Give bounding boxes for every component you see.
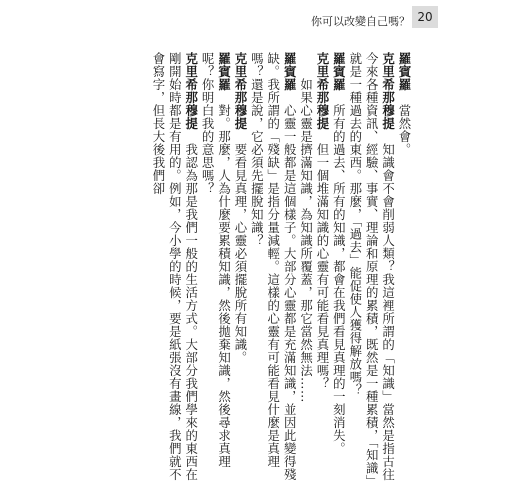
speaker-name: 克里希那穆提 xyxy=(380,52,396,130)
speaker-name: 克里希那穆提 xyxy=(183,52,199,130)
dialogue-paragraph xyxy=(314,52,330,492)
page-body xyxy=(92,52,412,492)
dialogue-paragraph xyxy=(232,52,248,492)
dialogue-text: 如果心靈是擠滿知識，為知識所覆蓋，那它當然無法…… xyxy=(298,78,314,403)
speaker-name: 羅賓羅 xyxy=(216,52,232,91)
dialogue-text: 對。那麼，人為什麼要累積知識，然後拋棄知識，然後尋求真理呢？你明白我的意思嗎？ xyxy=(200,52,232,468)
dialogue-text: 我認為那是我們一般的生活方式。大部分我們學來的東西在剛開始時都是有用的。例如，今小學的時候，要是紙張沒有畫線，我們就不會寫字，但長大後我們卻 xyxy=(150,52,199,481)
dialogue-text: 當然會。 xyxy=(397,104,412,156)
dialogue-text: 知識會不會削弱人類？我這裡所謂的「知識」當然是指古往今來各種資訊、經驗、事實、理論和原理的累積，既然是一種累積，「知識」就是一種過去的東西。那麼，「過去」能促使人獲得解放嗎？ xyxy=(347,52,396,488)
dialogue-paragraph xyxy=(150,52,199,492)
speaker-name: 克里希那穆提 xyxy=(232,52,248,130)
dialogue-text: 要看見真理，心靈必須擺脫所有知識。 xyxy=(232,143,248,364)
dialogue-paragraph xyxy=(248,52,297,492)
dialogue-paragraph xyxy=(330,52,346,492)
dialogue-paragraph xyxy=(297,52,313,492)
speaker-name: 羅賓羅 xyxy=(282,52,298,91)
dialogue-text: 但一個堆滿知識的心靈有可能看見真理嗎？ xyxy=(314,143,330,390)
speaker-name: 羅賓羅 xyxy=(397,52,412,91)
speaker-name: 克里希那穆提 xyxy=(314,52,330,130)
page-number: 20 xyxy=(412,6,438,28)
running-header-title: 你可以改變自己嗎？ xyxy=(311,15,410,28)
speaker-name: 羅賓羅 xyxy=(331,52,347,91)
dialogue-paragraph xyxy=(396,52,412,492)
dialogue-text: 所有的過去、所有的知識，都會在我們看見真理的一刻消失。 xyxy=(331,104,347,455)
dialogue-paragraph xyxy=(199,52,232,492)
dialogue-paragraph xyxy=(346,52,395,492)
dialogue-text: 心靈一般都是這個樣子。大部分心靈都是充滿知識，並因此變得殘缺。我所謂的「殘缺」是指分量減輕。這樣的心靈有可能看見什麼是真理嗎？還是說，它必須先擺脫知識？ xyxy=(249,52,298,481)
